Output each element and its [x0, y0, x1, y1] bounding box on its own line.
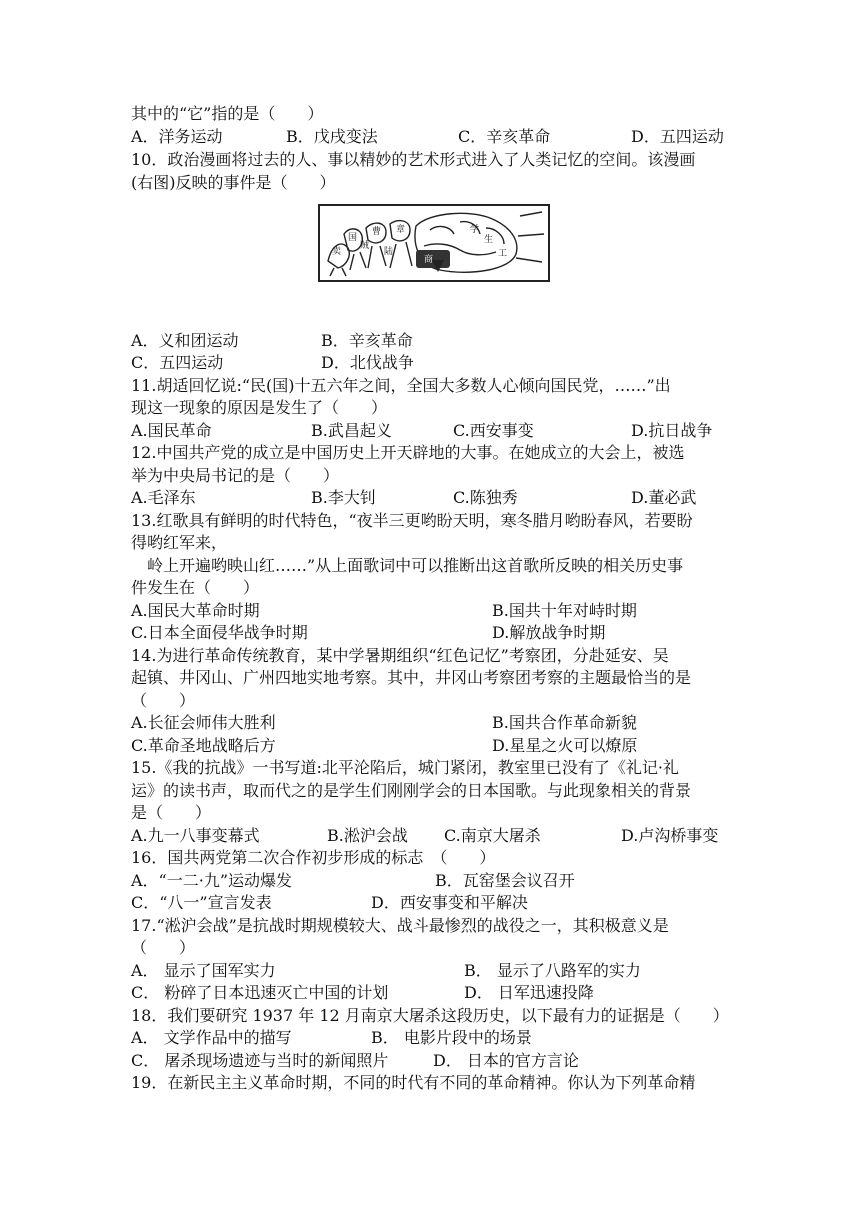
cartoon-label-10: 工	[498, 249, 508, 259]
q14-stem-line2: 起镇、井冈山、广州四地实地考察。其中，井冈山考察团考察的主题最恰当的是	[131, 668, 692, 687]
q14-option-d: D.星星之火可以燎原	[492, 736, 638, 755]
q18-stem: 18．我们要研究 1937 年 12 月南京大屠杀这段历史，以下最有力的证据是（ ）	[131, 1006, 729, 1025]
q16-stem: 16．国共两党第二次合作初步形成的标志 （ ）	[131, 848, 496, 867]
q16-options-row2	[131, 892, 731, 914]
q13-stem-line4: 件发生在（ ）	[131, 578, 260, 597]
q17-options-row2	[131, 982, 731, 1004]
q15-option-b: B.淞沪会战	[327, 826, 408, 845]
q18-option-c: C． 屠杀现场遗迹与当时的新闻照片	[131, 1051, 389, 1070]
cartoon-label-5: 章	[396, 225, 406, 235]
q9-option-d: D．五四运动	[631, 127, 724, 146]
q17-option-a: A． 显示了国军实力	[131, 961, 276, 980]
q15-options	[131, 825, 731, 847]
q9-option-c: C．辛亥革命	[458, 127, 551, 146]
q18-option-b: B． 电影片段中的场景	[371, 1028, 532, 1047]
q14-option-a: A.长征会师伟大胜利	[131, 713, 276, 732]
q15-option-d: D.卢沟桥事变	[621, 826, 719, 845]
q13-stem-line1: 13.红歌具有鲜明的时代特色，“夜半三更哟盼天明，寒冬腊月哟盼春风，若要盼	[131, 511, 693, 530]
q16-option-b: B．瓦窑堡会议召开	[435, 871, 575, 890]
q17-option-b: B． 显示了八路军的实力	[464, 961, 641, 980]
q10-option-a: A．义和团运动	[131, 331, 239, 350]
q12-option-a: A.毛泽东	[131, 488, 196, 507]
q18-options-row2	[131, 1050, 731, 1072]
q11-option-a: A.国民革命	[131, 421, 212, 440]
cartoon-label-2: 国	[348, 233, 358, 243]
q15-option-c: C.南京大屠杀	[444, 826, 541, 845]
q17-option-d: D． 日军迅速投降	[464, 983, 594, 1002]
q14-options-row2	[131, 735, 731, 757]
q15-stem-line2: 运》的读书声，取而代之的是学生们刚刚学会的日本国歌。与此现象相关的背景	[131, 781, 692, 800]
q17-option-c: C． 粉碎了日本迅速灭亡中国的计划	[131, 983, 389, 1002]
q9-option-b: B．戊戌变法	[286, 127, 378, 146]
q19-stem-line1: 19．在新民主主义革命时期，不同的时代有不同的革命精神。你认为下列革命精	[131, 1073, 696, 1092]
cartoon-label-1: 卖	[332, 247, 342, 257]
q18-options-row1	[131, 1027, 731, 1049]
q11-options	[131, 420, 731, 442]
cartoon-label-8: 生	[484, 235, 494, 245]
q12-option-c: C.陈独秀	[453, 488, 518, 507]
cartoon-label-4: 曹	[372, 227, 382, 237]
q12-stem-line2: 举为中央局书记的是（ ）	[131, 466, 340, 485]
q17-stem-line2: （ ）	[131, 938, 196, 957]
q9-stem-end: 其中的“它”指的是（ ）	[131, 104, 324, 123]
q15-stem-line1: 15.《我的抗战》一书写道:北平沦陷后，城门紧闭，教室里已没有了《礼记·礼	[131, 758, 679, 777]
q9-option-a: A．洋务运动	[131, 127, 223, 146]
q10-stem-line1: 10．政治漫画将过去的人、事以精妙的艺术形式进入了人类记忆的空间。该漫画	[131, 150, 696, 169]
q13-option-b: B.国共十年对峙时期	[492, 601, 637, 620]
q12-option-d: D.董必武	[631, 488, 697, 507]
q14-options-row1	[131, 712, 731, 734]
q14-stem-line1: 14.为进行革命传统教育，某中学暑期组织“红色记忆”考察团，分赴延安、吴	[131, 646, 669, 665]
q17-options-row1	[131, 960, 731, 982]
q10-option-d: D．北伐战争	[321, 353, 414, 372]
q10-options-row2	[131, 352, 731, 374]
q12-options	[131, 487, 731, 509]
q11-stem-line2: 现这一现象的原因是发生了（ ）	[131, 398, 388, 417]
q10-stem-line2: (右图)反映的事件是（ ）	[131, 173, 336, 192]
q18-option-a: A． 文学作品中的描写	[131, 1028, 292, 1047]
q12-option-b: B.李大钊	[311, 488, 376, 507]
q13-stem-line2: 得哟红军来，	[131, 533, 228, 552]
q13-option-c: C.日本全面侵华战争时期	[131, 623, 308, 642]
cartoon-label-9: 商	[424, 255, 434, 265]
q16-options-row1	[131, 870, 731, 892]
cartoon-label-7: 学	[470, 225, 480, 235]
q18-option-d: D． 日本的官方言论	[433, 1051, 579, 1070]
q17-stem-line1: 17.“淞沪会战”是抗战时期规模较大、战斗最惨烈的战役之一，其积极意义是	[131, 916, 669, 935]
q16-option-c: C．“八一”宣言发表	[131, 893, 272, 912]
cartoon-label-6: 陆	[384, 247, 394, 257]
q14-option-b: B.国共合作革命新貌	[492, 713, 637, 732]
q15-option-a: A.九一八事变幕式	[131, 826, 260, 845]
political-cartoon-image	[318, 204, 550, 282]
q11-option-d: D.抗日战争	[631, 421, 713, 440]
q10-options-row1	[131, 330, 731, 352]
q13-option-d: D.解放战争时期	[492, 623, 606, 642]
q10-option-b: B．辛亥革命	[321, 331, 413, 350]
q13-options-row1	[131, 600, 731, 622]
q13-options-row2	[131, 622, 731, 644]
q11-stem-line1: 11.胡适回忆说:“民(国)十五六年之间，全国大多数人心倾向国民党，……”出	[131, 376, 671, 395]
q10-option-c: C．五四运动	[131, 353, 224, 372]
cartoon-label-3: 贼	[360, 241, 370, 251]
q11-option-b: B.武昌起义	[311, 421, 392, 440]
q16-option-a: A．“一二·九”运动爆发	[131, 871, 293, 890]
q9-options	[131, 126, 731, 148]
q12-stem-line1: 12.中国共产党的成立是中国历史上开天辟地的大事。在她成立的大会上，被选	[131, 443, 685, 462]
q14-stem-line3: （ ）	[131, 691, 196, 710]
q13-option-a: A.国民大革命时期	[131, 601, 260, 620]
q16-option-d: D．西安事变和平解决	[371, 893, 528, 912]
q14-option-c: C.革命圣地战略后方	[131, 736, 276, 755]
q13-stem-line3: 岭上开遍哟映山红……”从上面歌词中可以推断出这首歌所反映的相关历史事	[131, 556, 684, 575]
q11-option-c: C.西安事变	[453, 421, 534, 440]
q15-stem-line3: 是（ ）	[131, 803, 212, 822]
